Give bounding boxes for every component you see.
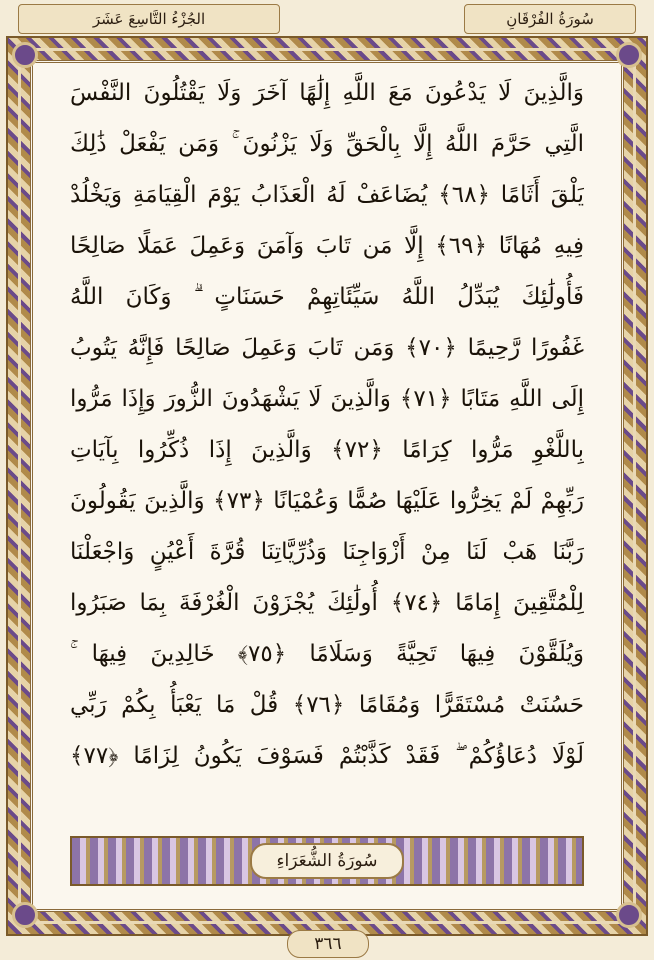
verse-line: رَبِّهِمْ لَمْ يَخِرُّوا عَلَيْهَا صُمًّا وَعُمْيَانًا ﴿٧٣﴾ وَالَّذِينَ يَقُولُونَ [70, 488, 584, 514]
verse-text [70, 68, 584, 782]
verse-line: رَبَّنَا هَبْ لَنَا مِنْ أَزْوَاجِنَا وَذُرِّيَّاتِنَا قُرَّةَ أَعْيُنٍ وَاجْعَلْنَا [70, 539, 584, 565]
verse-line: حَسُنَتْ مُسْتَقَرًّا وَمُقَامًا ﴿٧٦﴾ قُلْ مَا يَعْبَأُ بِكُمْ رَبِّي [70, 692, 584, 718]
verse-line: الَّتِي حَرَّمَ اللَّهُ إِلَّا بِالْحَقِّ وَلَا يَزْنُونَ ۚ وَمَن يَفْعَلْ ذَٰلِكَ [70, 131, 584, 157]
surah-name-label: سُورَةُ الفُرْقَانِ [464, 4, 636, 34]
verse-line: غَفُورًا رَّحِيمًا ﴿٧٠﴾ وَمَن تَابَ وَعَمِلَ صَالِحًا فَإِنَّهُ يَتُوبُ [70, 335, 584, 361]
verse-line: وَيُلَقَّوْنَ فِيهَا تَحِيَّةً وَسَلَامًا ﴿٧٥﴾ خَالِدِينَ فِيهَا ۚ [70, 641, 584, 667]
corner-ornament-icon [12, 42, 38, 68]
verse-line: يَلْقَ أَثَامًا ﴿٦٨﴾ يُضَاعَفْ لَهُ الْعَذَابُ يَوْمَ الْقِيَامَةِ وَيَخْلُدْ [70, 182, 584, 208]
surah-banner [70, 836, 584, 886]
corner-ornament-icon [12, 902, 38, 928]
verse-line: إِلَى اللَّهِ مَتَابًا ﴿٧١﴾ وَالَّذِينَ لَا يَشْهَدُونَ الزُّورَ وَإِذَا مَرُّوا [70, 386, 584, 412]
corner-ornament-icon [616, 902, 642, 928]
surah-banner-title: سُورَةُ الشُّعَرَاءِ [250, 843, 404, 879]
verse-line: فَأُولَٰئِكَ يُبَدِّلُ اللَّهُ سَيِّئَاتِهِمْ حَسَنَاتٍ ۗ وَكَانَ اللَّهُ [70, 284, 584, 310]
verse-line: وَالَّذِينَ لَا يَدْعُونَ مَعَ اللَّهِ إِلَٰهًا آخَرَ وَلَا يَقْتُلُونَ النَّفْسَ [70, 80, 584, 106]
corner-ornament-icon [616, 42, 642, 68]
page-number: ٣٦٦ [287, 930, 369, 958]
juz-label: الجُزْءُ التَّاسِعَ عَشَرَ [18, 4, 280, 34]
verse-line: لِلْمُتَّقِينَ إِمَامًا ﴿٧٤﴾ أُولَٰئِكَ يُجْزَوْنَ الْغُرْفَةَ بِمَا صَبَرُوا [70, 590, 584, 616]
verse-line: بِاللَّغْوِ مَرُّوا كِرَامًا ﴿٧٢﴾ وَالَّذِينَ إِذَا ذُكِّرُوا بِآيَاتِ [70, 437, 584, 463]
page-header [8, 2, 646, 36]
verse-line: لَوْلَا دُعَاؤُكُمْ ۖ فَقَدْ كَذَّبْتُمْ فَسَوْفَ يَكُونُ لِزَامًا ﴿٧٧﴾ [70, 743, 584, 769]
verse-line: فِيهِ مُهَانًا ﴿٦٩﴾ إِلَّا مَن تَابَ وَآمَنَ وَعَمِلَ عَمَلًا صَالِحًا [70, 233, 584, 259]
